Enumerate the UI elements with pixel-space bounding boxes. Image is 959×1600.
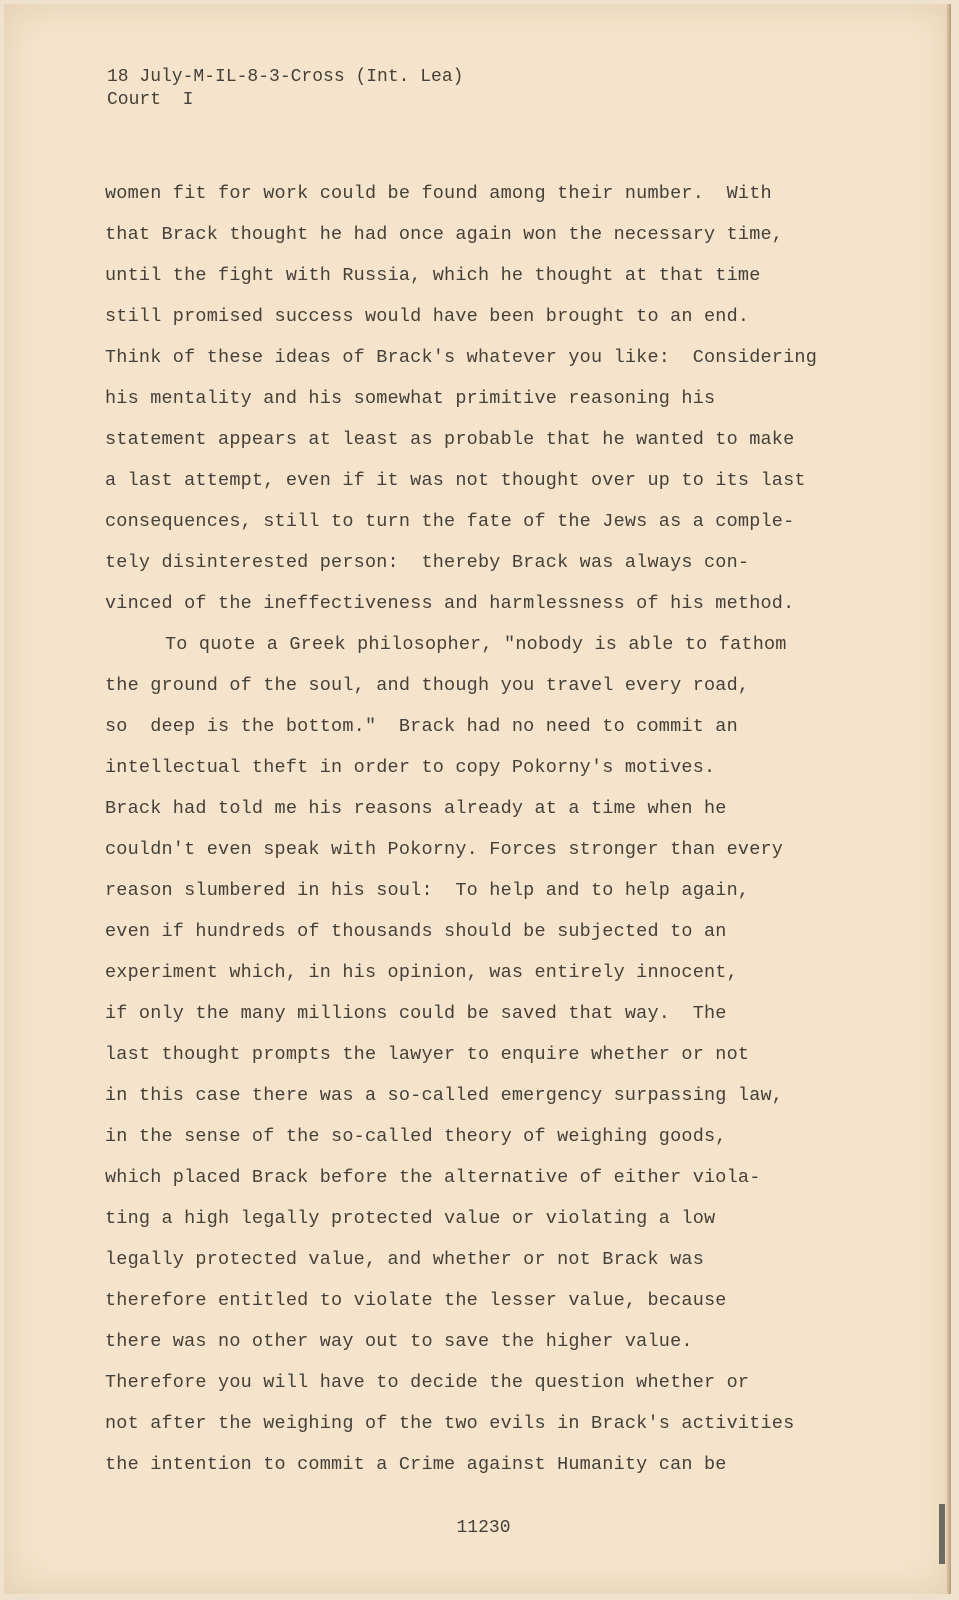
text-line: reason slumbered in his soul: To help and to help again, [105,880,750,901]
transcript-body [105,173,905,1485]
text-line: which placed Brack before the alternative of either viola- [105,1167,761,1188]
text-line: therefore entitled to violate the lesser value, because [105,1290,727,1311]
text-line: intellectual theft in order to copy Pokorny's motives. [105,757,716,778]
text-line: in this case there was a so-called emergency surpassing law, [105,1085,784,1106]
text-line: until the fight with Russia, which he thought at that time [105,265,761,286]
document-header [107,66,463,112]
text-line: vinced of the ineffectiveness and harmlessness of his method. [105,593,795,614]
header-court: Court I [107,90,194,110]
text-line: if only the many millions could be saved that way. The [105,1003,727,1024]
text-line: not after the weighing of the two evils in Brack's activities [105,1413,795,1434]
text-line: couldn't even speak with Pokorny. Forces stronger than every [105,839,784,860]
text-line: tely disinterested person: thereby Brack was always con- [105,552,750,573]
text-line: the ground of the soul, and though you travel every road, [105,675,750,696]
document-page [4,4,951,1594]
text-line: experiment which, in his opinion, was entirely innocent, [105,962,738,983]
text-line: that Brack thought he had once again won the necessary time, [105,224,784,245]
binding-tab [939,1504,945,1564]
text-line: his mentality and his somewhat primitive reasoning his [105,388,716,409]
text-line: To quote a Greek philosopher, "nobody is able to fathom [165,634,787,655]
text-line: the intention to commit a Crime against Humanity can be [105,1454,727,1475]
text-line: consequences, still to turn the fate of the Jews as a comple- [105,511,795,532]
text-line: still promised success would have been brought to an end. [105,306,750,327]
text-line: a last attempt, even if it was not thought over up to its last [105,470,806,491]
text-line: Think of these ideas of Brack's whatever you like: Considering [105,347,818,368]
text-line: Therefore you will have to decide the question whether or [105,1372,750,1393]
text-line: there was no other way out to save the higher value. [105,1331,693,1352]
text-line: ting a high legally protected value or violating a low [105,1208,716,1229]
text-line: in the sense of the so-called theory of weighing goods, [105,1126,727,1147]
text-line: women fit for work could be found among their number. With [105,183,772,204]
text-line: Brack had told me his reasons already at a time when he [105,798,727,819]
page-number: 11230 [456,1518,511,1538]
text-line: legally protected value, and whether or not Brack was [105,1249,704,1270]
text-line: last thought prompts the lawyer to enquire whether or not [105,1044,750,1065]
text-line: so deep is the bottom." Brack had no need to commit an [105,716,738,737]
page-edge-shadow [945,4,951,1594]
text-line: statement appears at least as probable that he wanted to make [105,429,795,450]
header-reference: 18 July-M-IL-8-3-Cross (Int. Lea) [107,67,464,87]
text-line: even if hundreds of thousands should be subjected to an [105,921,727,942]
